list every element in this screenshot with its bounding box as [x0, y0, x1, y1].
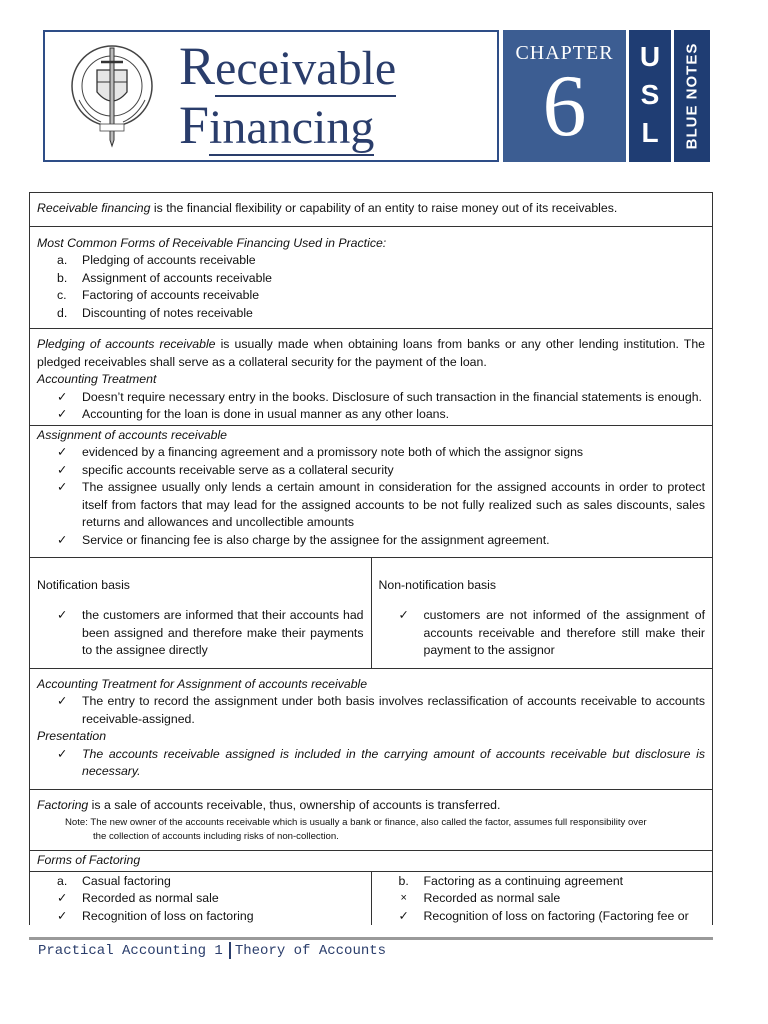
- list-item: [37, 270, 705, 288]
- presentation-list: [37, 746, 705, 781]
- check-icon: ✓: [57, 462, 68, 477]
- pledging-text: is usually made when obtaining loans from banks or any other lending institution. The pledged receivables shall serve as a collateral security for the payment of the loan.: [37, 337, 705, 369]
- list-item-text: Accounting for the loan is done in usual manner as any other loans.: [82, 407, 450, 421]
- title-initial-f: F: [179, 95, 210, 155]
- list-item-text: the customers are informed that their accounts had been assigned and therefore make their payments to the assignee directly: [82, 608, 364, 658]
- continuing-factoring-list: [379, 873, 706, 926]
- list-item: [37, 908, 364, 926]
- list-item: [379, 890, 706, 908]
- list-item: [37, 462, 705, 480]
- list-item-text: Pledging of accounts receivable: [82, 253, 256, 267]
- list-item: [37, 287, 705, 305]
- footer-separator: [229, 942, 231, 959]
- usl-letter-u: U: [639, 41, 661, 72]
- non-notification-heading: Non-notification basis: [378, 578, 497, 593]
- definition-section: [29, 193, 713, 227]
- forms-list: [37, 252, 705, 322]
- check-icon: ✓: [57, 480, 68, 494]
- list-marker: c.: [57, 288, 67, 302]
- non-notification-list: [379, 607, 706, 660]
- title-word-1: eceivable: [215, 42, 397, 95]
- title-box: [43, 30, 499, 162]
- list-item: [37, 305, 705, 323]
- factoring-term: Factoring: [37, 797, 89, 812]
- factoring-note-line2: the collection of accounts including risks of non-collection.: [93, 831, 339, 843]
- list-item-text: Recognition of loss on factoring (Factoring fee or: [423, 908, 689, 923]
- forms-heading: Most Common Forms of Receivable Financing Used in Practice:: [37, 235, 387, 250]
- footer-subject: Theory of Accounts: [234, 943, 387, 960]
- casual-factoring-list: [37, 873, 364, 926]
- list-item: [379, 873, 706, 891]
- pledging-list: [37, 389, 705, 424]
- factoring-section: [29, 790, 713, 852]
- list-item: [37, 532, 705, 550]
- definition-term: Receivable financing: [37, 201, 151, 215]
- chapter-number: 6: [542, 58, 587, 155]
- list-item: [37, 389, 705, 407]
- assignment-treatment-section: [29, 669, 713, 790]
- list-marker: b.: [398, 873, 409, 888]
- pledging-term: Pledging of accounts receivable: [37, 337, 216, 351]
- pledging-treatment-heading: Accounting Treatment: [37, 372, 157, 386]
- footer-course: Practical Accounting 1: [38, 943, 223, 960]
- list-item: [37, 890, 364, 908]
- list-item-text: The accounts receivable assigned is included in the carrying amount of accounts receivable but disclosure is necessary.: [82, 746, 705, 779]
- content-table: [29, 192, 713, 925]
- list-item-text: The assignee usually only lends a certain amount in consideration for the assigned accounts in order to protect itself from factors that may lead for the assigned accounts to be not fully realized such as sales discounts, sales returns and allowances and uncollectible amounts: [82, 480, 705, 529]
- blue-notes-box: [674, 30, 710, 162]
- list-item-text: Factoring of accounts receivable: [82, 288, 260, 302]
- list-item-text: Assignment of accounts receivable: [82, 270, 273, 285]
- notification-heading: Notification basis: [37, 578, 130, 593]
- page-footer: [38, 942, 386, 959]
- check-icon: ✓: [57, 891, 68, 906]
- usl-letter-s: S: [640, 79, 660, 110]
- casual-factoring: [30, 872, 371, 926]
- presentation-heading: Presentation: [37, 729, 107, 744]
- list-item: [37, 693, 705, 728]
- usl-letter-l: L: [641, 117, 659, 148]
- list-item: [379, 607, 706, 660]
- list-item-text: Service or financing fee is also charge by the assignee for the assignment agreement.: [82, 532, 550, 547]
- check-icon: ✓: [57, 694, 68, 709]
- list-item: [37, 746, 705, 781]
- list-item-text: Doesn’t require necessary entry in the books. Disclosure of such transaction in the financial statements is enough.: [82, 389, 702, 404]
- continuing-factoring: [371, 872, 713, 926]
- forms-of-factoring-heading-row: [29, 851, 713, 872]
- list-item-text: Casual factoring: [82, 873, 171, 888]
- document-title: [179, 38, 396, 156]
- factoring-note-line1: Note: The new owner of the accounts receivable which is usually a bank or finance, also called the factor, assumes full responsibility over: [65, 817, 647, 829]
- check-icon: ✓: [57, 445, 68, 459]
- list-item: [379, 908, 706, 926]
- chapter-box: [503, 30, 626, 162]
- blue-notes-label: BLUE NOTES: [683, 42, 701, 150]
- list-item-text: Recognition of loss on factoring: [82, 908, 254, 923]
- title-initial-r: R: [179, 36, 216, 96]
- list-item-text: Discounting of notes receivable: [82, 305, 253, 320]
- assignment-list: [37, 444, 705, 549]
- footer-divider: [29, 937, 713, 940]
- definition-text: is the financial flexibility or capability of an entity to raise money out of its receivables.: [150, 201, 618, 215]
- check-icon: ✓: [57, 532, 68, 547]
- assignment-treatment-list: [37, 693, 705, 728]
- list-item: [37, 444, 705, 462]
- list-item-text: Recorded as normal sale: [82, 891, 219, 906]
- list-marker: a.: [57, 873, 68, 888]
- list-item-text: evidenced by a financing agreement and a promissory note both of which the assignor signs: [82, 445, 584, 459]
- factoring-text: is a sale of accounts receivable, thus, ownership of accounts is transferred.: [88, 797, 501, 812]
- forms-of-factoring-row: [29, 872, 713, 926]
- notification-basis: [30, 558, 371, 668]
- check-icon: ✓: [57, 389, 68, 404]
- non-notification-basis: [371, 558, 713, 668]
- basis-row: [29, 558, 713, 669]
- list-item: [37, 406, 705, 424]
- list-item-text: Recorded as normal sale: [423, 891, 561, 906]
- forms-section: [29, 227, 713, 330]
- title-word-2: inancing: [209, 101, 375, 154]
- check-icon: ✓: [398, 908, 409, 923]
- list-item: [37, 252, 705, 270]
- check-icon: ✓: [57, 608, 68, 623]
- usl-box: [629, 30, 671, 162]
- list-marker: a.: [57, 253, 68, 267]
- notification-list: [37, 607, 364, 660]
- list-item: [37, 873, 364, 891]
- assignment-section: [29, 426, 713, 559]
- list-marker: d.: [57, 305, 68, 320]
- chapter-label: CHAPTER: [515, 42, 614, 64]
- university-seal-icon: [67, 40, 157, 152]
- check-icon: ✓: [398, 608, 409, 623]
- cross-icon: ×: [400, 892, 407, 905]
- list-item-text: Factoring as a continuing agreement: [423, 873, 624, 888]
- list-item: [37, 607, 364, 660]
- factoring-note: [37, 816, 705, 844]
- forms-of-factoring-heading: Forms of Factoring: [37, 853, 141, 868]
- assignment-heading: Assignment of accounts receivable: [37, 427, 228, 442]
- list-item: [37, 479, 705, 532]
- list-item-text: customers are not informed of the assignment of accounts receivable and therefore still make their payment to the assignor: [423, 608, 705, 658]
- check-icon: ✓: [57, 908, 68, 923]
- assignment-treatment-heading: Accounting Treatment for Assignment of accounts receivable: [37, 676, 368, 691]
- check-icon: ✓: [57, 407, 68, 421]
- list-marker: b.: [57, 270, 68, 285]
- pledging-section: [29, 329, 713, 426]
- list-item-text: specific accounts receivable serve as a collateral security: [82, 462, 394, 477]
- check-icon: ✓: [57, 746, 68, 761]
- list-item-text: The entry to record the assignment under both basis involves reclassification of accounts receivable to accounts receivable-assigned.: [82, 694, 705, 726]
